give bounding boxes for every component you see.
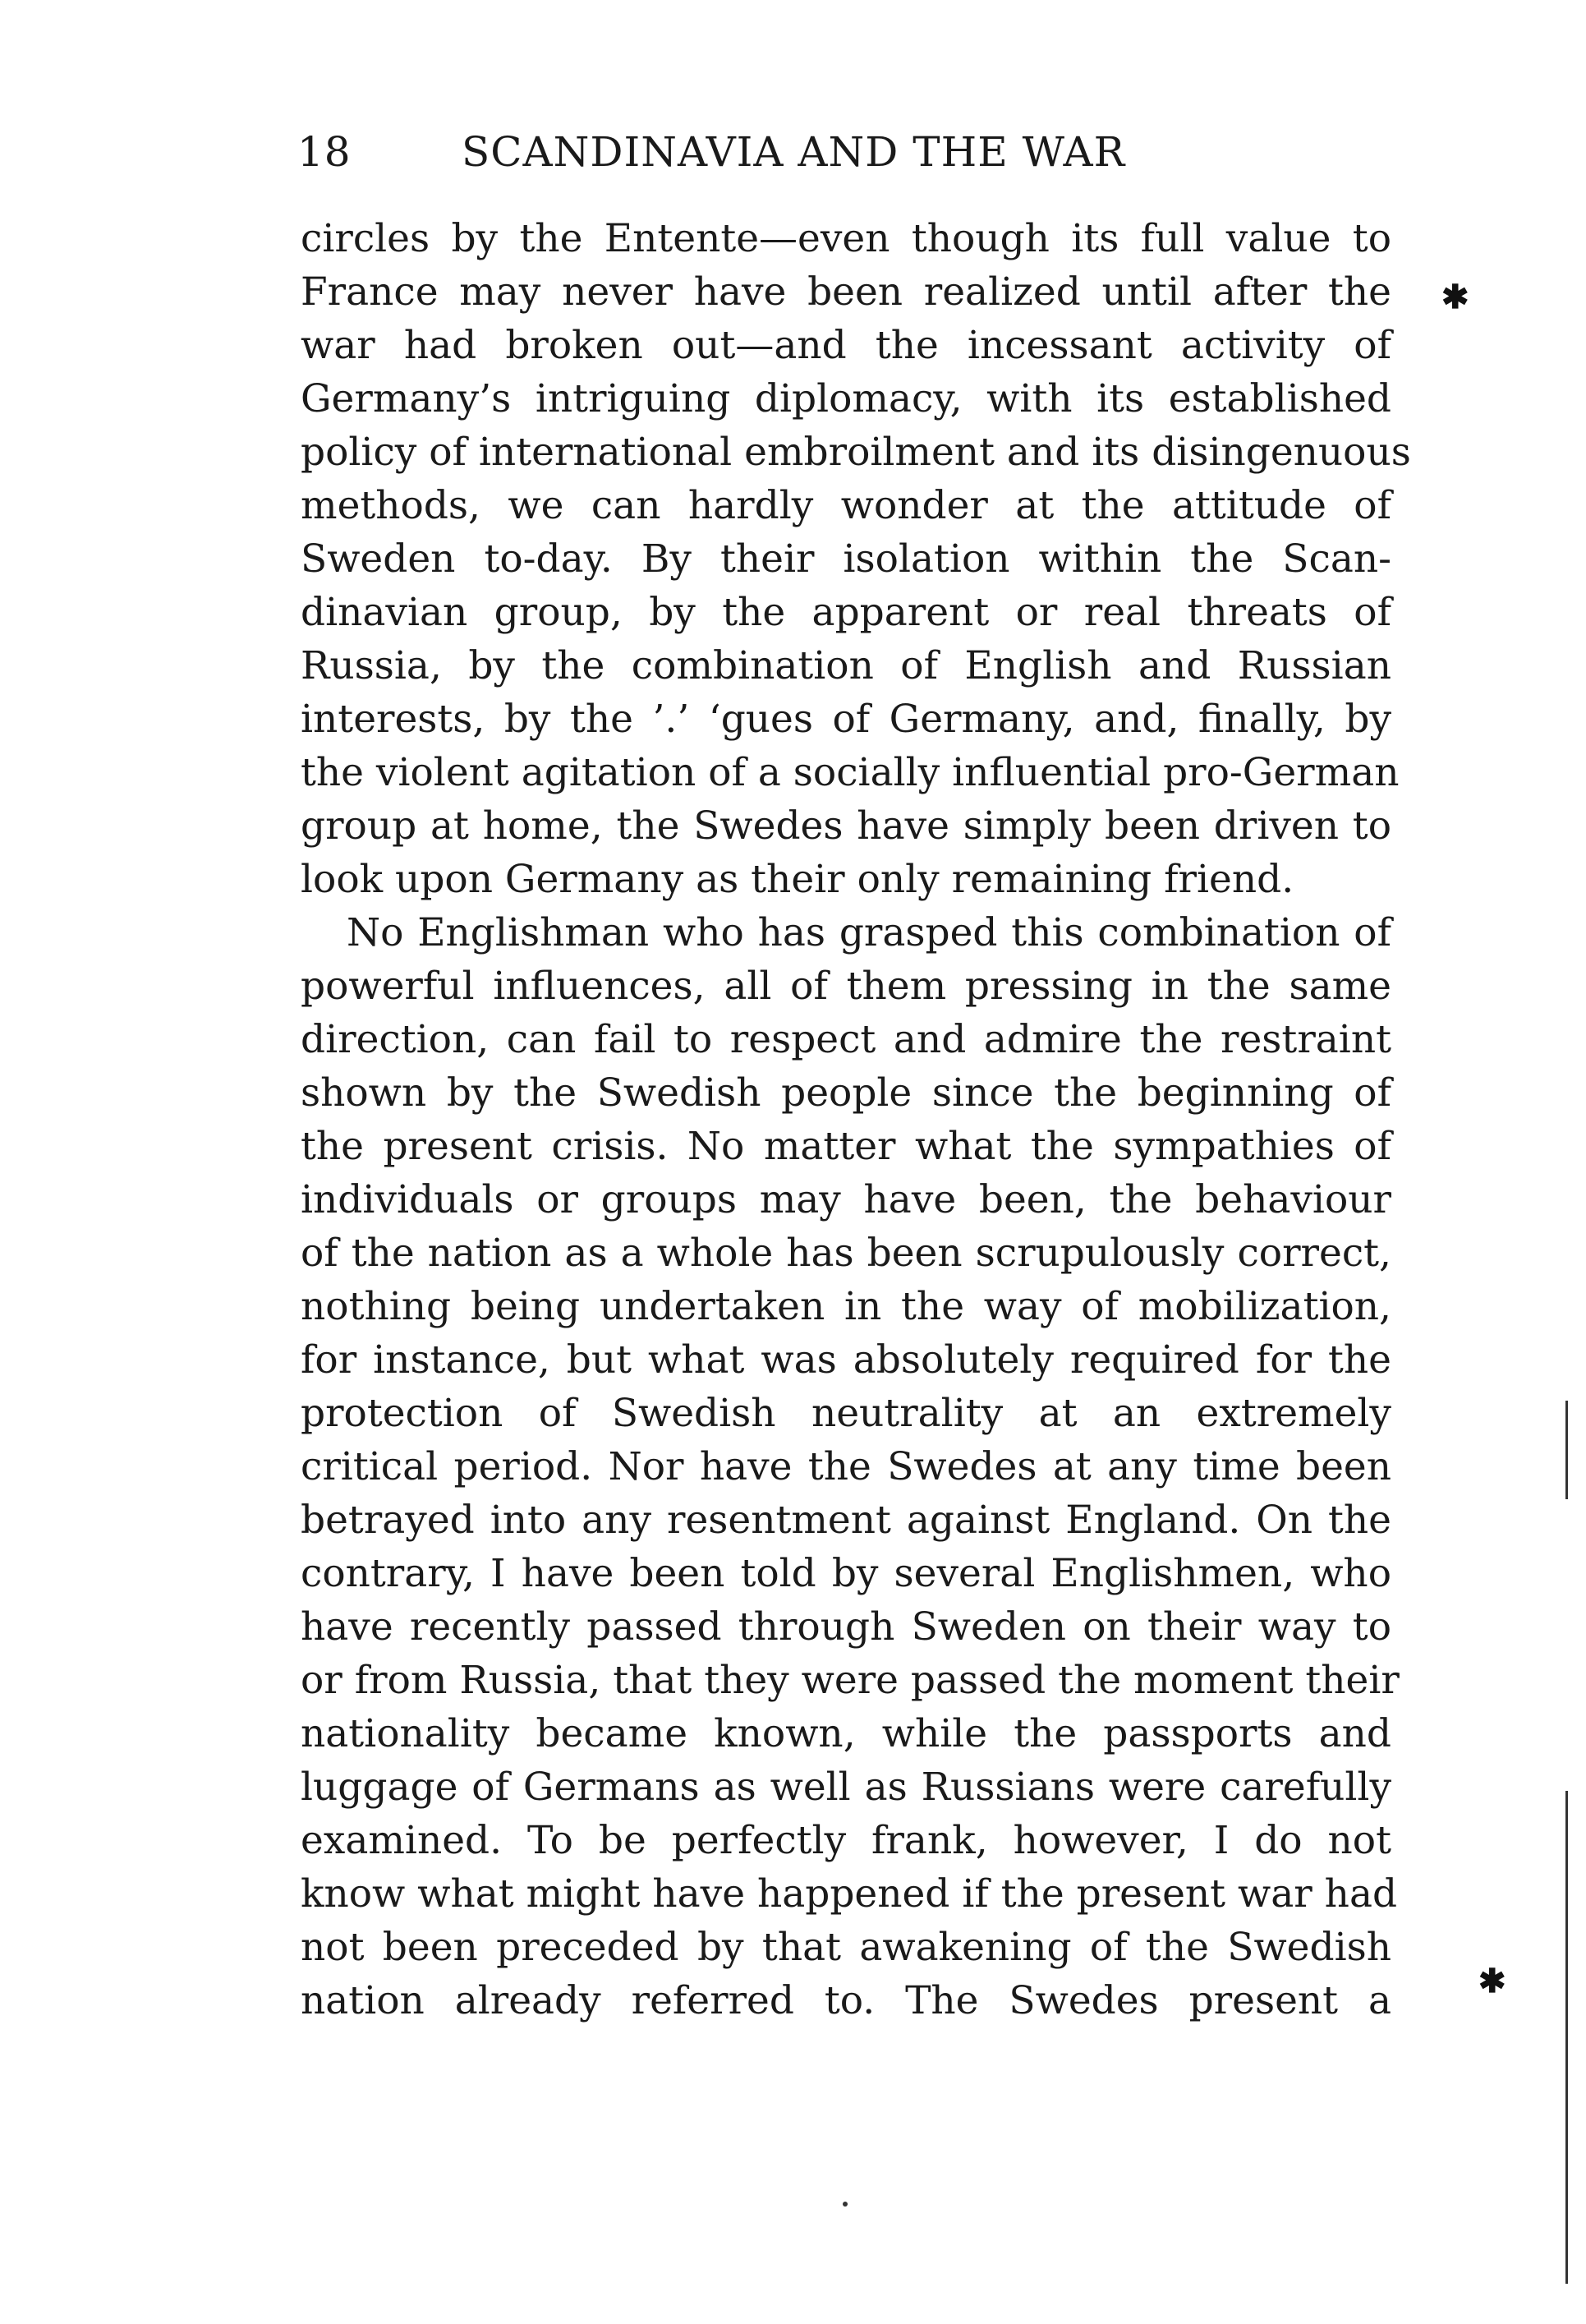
body-text bbox=[301, 212, 1411, 2027]
running-title: SCANDINAVIA AND THE WAR bbox=[462, 128, 1126, 176]
text-line: the present crisis. No matter what the sympathies of bbox=[301, 1124, 1391, 1169]
text-line: nothing being undertaken in the way of mobilization, bbox=[301, 1284, 1391, 1329]
ink-dot bbox=[843, 2202, 848, 2207]
text-line: critical period. Nor have the Swedes at any time been bbox=[301, 1444, 1391, 1489]
text-line: have recently passed through Sweden on their way to bbox=[301, 1604, 1391, 1650]
text-line: Germany’s intriguing diplomacy, with its established bbox=[301, 376, 1391, 421]
running-head bbox=[297, 123, 1390, 181]
text-line: individuals or groups may have been, the behaviour bbox=[301, 1177, 1391, 1222]
ink-blot-mark: ✱ bbox=[1441, 278, 1469, 316]
text-line: Russia, by the combination of English and Russian bbox=[301, 643, 1391, 688]
text-line: dinavian group, by the apparent or real threats of bbox=[301, 590, 1391, 635]
text-line: contrary, I have been told by several Englishmen, who bbox=[301, 1551, 1391, 1596]
text-line: war had broken out—and the incessant activity of bbox=[301, 323, 1391, 368]
text-line: not been preceded by that awakening of the Swedish bbox=[301, 1925, 1391, 1970]
text-line: policy of international embroilment and its disingenuous bbox=[301, 430, 1411, 475]
binding-edge-line bbox=[1565, 1791, 1568, 2284]
text-line: know what might have happened if the present war had bbox=[301, 1871, 1398, 1917]
text-line: methods, we can hardly wonder at the attitude of bbox=[301, 483, 1391, 528]
paragraph-1 bbox=[301, 212, 1411, 906]
text-line: circles by the Entente—even though its full value to bbox=[301, 216, 1391, 261]
text-line: the violent agitation of a socially influential pro-German bbox=[301, 750, 1400, 795]
text-line: interests, by the ’.’ ‘gues of Germany, and, finally, by bbox=[301, 697, 1391, 742]
text-line: of the nation as a whole has been scrupulously correct, bbox=[301, 1231, 1391, 1276]
paragraph-2 bbox=[301, 906, 1400, 2027]
text-line: betrayed into any resentment against England. On the bbox=[301, 1498, 1391, 1543]
text-line: France may never have been realized until after the bbox=[301, 269, 1391, 315]
page-number: 18 bbox=[297, 128, 352, 176]
text-line: examined. To be perfectly frank, however, I do not bbox=[301, 1818, 1391, 1863]
text-line: protection of Swedish neutrality at an extremely bbox=[301, 1391, 1391, 1436]
text-line: powerful influences, all of them pressing in the same bbox=[301, 964, 1391, 1009]
text-line: nationality became known, while the passports and bbox=[301, 1711, 1391, 1756]
text-line: luggage of Germans as well as Russians were carefully bbox=[301, 1765, 1391, 1810]
text-line: Sweden to-day. By their isolation within the Scan- bbox=[301, 536, 1391, 582]
text-line: shown by the Swedish people since the beginning of bbox=[301, 1070, 1391, 1116]
text-line: nation already referred to. The Swedes present a bbox=[301, 1978, 1391, 2023]
text-line: look upon Germany as their only remaining friend. bbox=[301, 857, 1294, 902]
text-line: direction, can fail to respect and admire the restraint bbox=[301, 1017, 1391, 1062]
text-line: group at home, the Swedes have simply been driven to bbox=[301, 803, 1391, 849]
text-line: or from Russia, that they were passed the moment their bbox=[301, 1658, 1400, 1703]
text-line: for instance, but what was absolutely required for the bbox=[301, 1337, 1391, 1383]
ink-blot-mark: ✱ bbox=[1478, 1962, 1506, 2000]
binding-edge-line bbox=[1565, 1401, 1568, 1499]
text-line: No Englishman who has grasped this combination of bbox=[347, 910, 1391, 955]
